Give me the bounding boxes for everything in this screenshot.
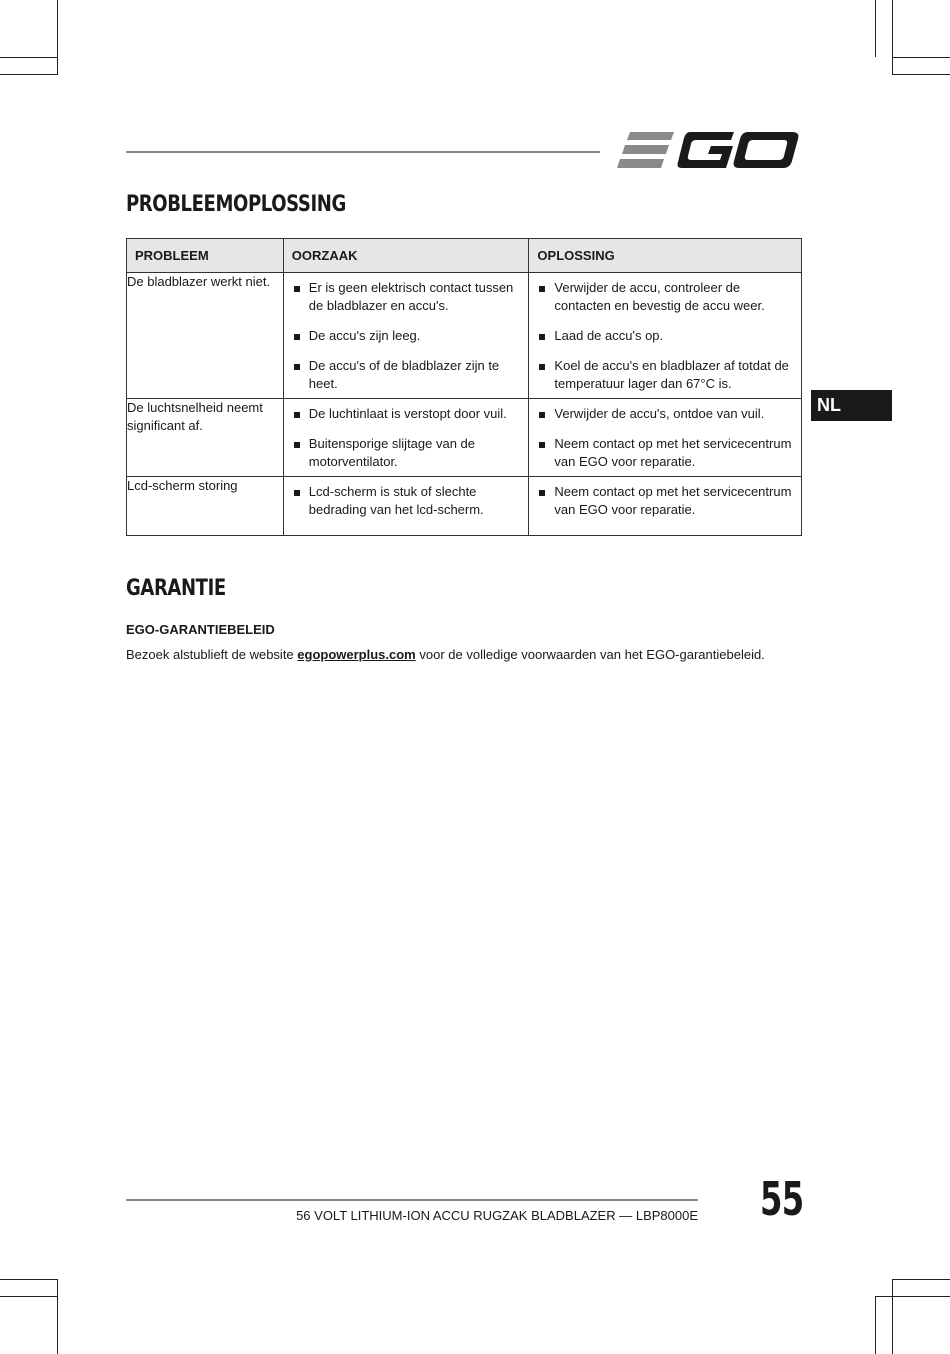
table-row <box>127 273 802 399</box>
header-rule <box>126 151 600 153</box>
crop-mark <box>57 1279 58 1354</box>
cause-item: Buitensporige slijtage van de motorventilator. <box>292 435 521 471</box>
crop-mark <box>892 57 950 58</box>
solution-item: Laad de accu's op. <box>537 327 793 345</box>
warranty-subtitle: EGO-GARANTIEBELEID <box>126 622 275 637</box>
cause-item: De accu's zijn leeg. <box>292 327 521 345</box>
column-header: OPLOSSING <box>529 239 802 273</box>
table-row <box>127 477 802 536</box>
table-row <box>127 399 802 477</box>
crop-mark <box>892 0 893 75</box>
solution-item: Verwijder de accu's, ontdoe van vuil. <box>537 405 793 423</box>
crop-mark <box>0 57 57 58</box>
page-number: 55 <box>760 1172 804 1226</box>
column-header: PROBLEEM <box>127 239 284 273</box>
cause-item: Er is geen elektrisch contact tussen de bladblazer en accu's. <box>292 279 521 315</box>
troubleshooting-table <box>126 238 802 536</box>
solution-item: Neem contact op met het servicecentrum van EGO voor reparatie. <box>537 483 793 519</box>
crop-mark <box>875 0 876 57</box>
column-header: OORZAAK <box>283 239 529 273</box>
solution-item: Neem contact op met het servicecentrum van EGO voor reparatie. <box>537 435 793 471</box>
solution-cell <box>529 477 802 536</box>
solution-cell <box>529 273 802 399</box>
solution-item: Koel de accu's en bladblazer af totdat de temperatuur lager dan 67°C is. <box>537 357 793 393</box>
warranty-text-before: Bezoek alstublieft de website <box>126 647 298 662</box>
ego-logo <box>616 128 800 172</box>
footer-rule <box>126 1199 698 1201</box>
crop-mark <box>0 1279 57 1280</box>
cause-cell <box>283 399 529 477</box>
crop-mark <box>57 0 58 75</box>
problem-cell: De bladblazer werkt niet. <box>127 273 284 399</box>
language-tab: NL <box>811 390 892 421</box>
crop-mark <box>875 1296 950 1297</box>
cause-item: Lcd-scherm is stuk of slechte bedrading van het lcd-scherm. <box>292 483 521 519</box>
warranty-title: GARANTIE <box>126 576 226 601</box>
cause-cell <box>283 477 529 536</box>
crop-mark <box>0 74 57 75</box>
warranty-text <box>126 647 765 662</box>
problem-cell: De luchtsnelheid neemt significant af. <box>127 399 284 477</box>
cause-item: De accu's of de bladblazer zijn te heet. <box>292 357 521 393</box>
problem-cell: Lcd-scherm storing <box>127 477 284 536</box>
troubleshooting-title: PROBLEEMOPLOSSING <box>126 192 346 217</box>
footer-product: 56 VOLT LITHIUM-ION ACCU RUGZAK BLADBLAZER — LBP8000E <box>296 1208 698 1223</box>
crop-mark <box>892 1279 893 1354</box>
solution-item: Verwijder de accu, controleer de contacten en bevestig de accu weer. <box>537 279 793 315</box>
warranty-text-after: voor de volledige voorwaarden van het EGO-garantiebeleid. <box>415 647 765 662</box>
cause-item: De luchtinlaat is verstopt door vuil. <box>292 405 521 423</box>
crop-mark <box>892 1279 950 1280</box>
crop-mark <box>892 74 950 75</box>
crop-mark <box>875 1296 876 1354</box>
website-link[interactable]: egopowerplus.com <box>297 647 416 662</box>
solution-cell <box>529 399 802 477</box>
cause-cell <box>283 273 529 399</box>
crop-mark <box>0 1296 57 1297</box>
table-header-row <box>127 239 802 273</box>
